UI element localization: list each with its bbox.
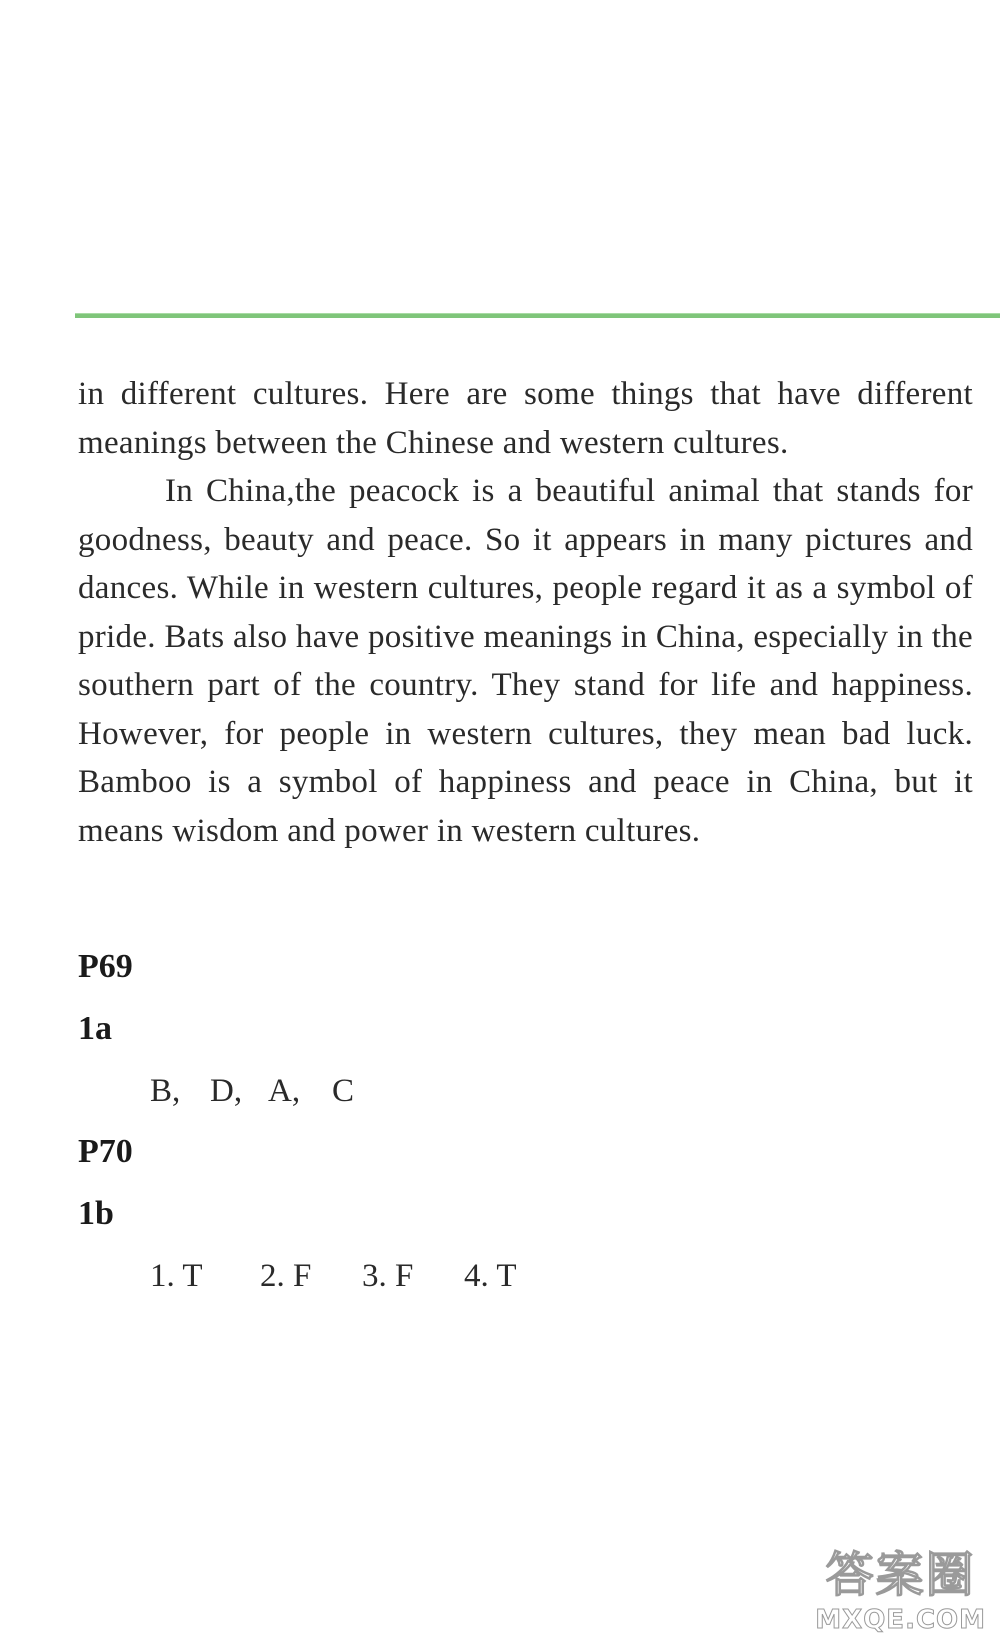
exercise-heading-1b: 1b — [78, 1195, 114, 1232]
watermark-title: 答案圈 — [825, 1547, 976, 1603]
page-heading-p69: P69 — [78, 948, 133, 985]
page-heading-p70: P70 — [78, 1133, 133, 1170]
answer-item: B, — [150, 1073, 181, 1109]
answer-item: 3. F — [362, 1258, 414, 1294]
answer-item: 4. T — [464, 1258, 517, 1294]
exercise-heading-1a: 1a — [78, 1010, 112, 1047]
answer-item: D, — [210, 1073, 243, 1109]
answer-item: 1. T — [150, 1258, 203, 1294]
answer-item: 2. F — [260, 1258, 312, 1294]
watermark-url: MXQE.COM — [815, 1605, 986, 1635]
passage-paragraph-2: In China,the peacock is a beautiful animal that stands for goodness, beauty and peace. So it appears in many pictures and dances. While in western cultures, people regard it as a symbol of pride. Bats also have positive meanings in China, especially in the southern part of the country. They stand for life and happiness. However, for people in western cultures, they mean bad luck. Bamboo is a symbol of happiness and peace in China, but it means wisdom and power in western cultures. — [78, 473, 973, 849]
green-divider-rule — [75, 313, 1000, 318]
answer-item: A, — [268, 1073, 301, 1109]
answers-1a — [150, 1073, 354, 1110]
watermark-logo — [815, 1536, 986, 1635]
passage-paragraph-1: in different cultures. Here are some things that have different meanings between the Chinese and western cultures. — [78, 376, 973, 461]
answer-item: C — [332, 1073, 355, 1109]
answers-1b — [150, 1258, 517, 1295]
passage-text — [78, 370, 973, 855]
